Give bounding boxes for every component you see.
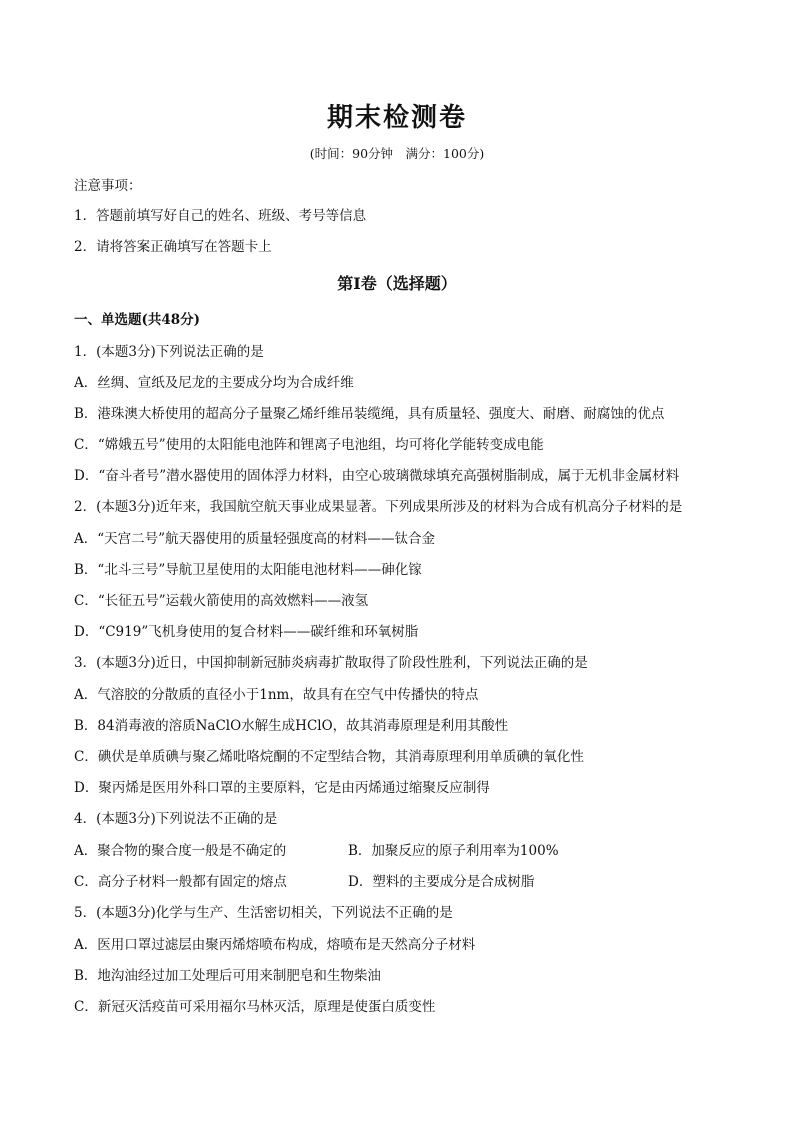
exam-time-score: (时间：90分钟 满分：100分) xyxy=(309,146,485,161)
question-option-row xyxy=(74,871,754,893)
question-option: B．“北斗三号”导航卫星使用的太阳能电池材料——砷化镓 xyxy=(74,562,422,578)
question-option: B．地沟油经过加工处理后可用来制肥皂和生物柴油 xyxy=(74,968,381,984)
question-option: A．聚合物的聚合度一般是不确定的 xyxy=(74,843,287,859)
question-option-row xyxy=(74,840,754,862)
question-stem: 4．(本题3分)下列说法不正确的是 xyxy=(74,811,278,827)
question-stem: 3．(本题3分)近日，中国抑制新冠肺炎病毒扩散取得了阶段性胜利，下列说法正确的是 xyxy=(74,655,588,671)
question-option: C．新冠灭活疫苗可采用福尔马林灭活，原理是使蛋白质变性 xyxy=(74,999,436,1015)
note-item: 1．答题前填写好自己的姓名、班级、考号等信息 xyxy=(74,208,367,224)
question-stem: 1．(本题3分)下列说法正确的是 xyxy=(74,344,264,360)
question-option: B．84消毒液的溶质NaClO水解生成HClO，故其消毒原理是利用其酸性 xyxy=(74,718,509,734)
question-option: D．塑料的主要成分是合成树脂 xyxy=(348,874,535,890)
question-option: C．高分子材料一般都有固定的熔点 xyxy=(74,874,287,890)
question-option: A．气溶胶的分散质的直径小于1nm，故具有在空气中传播快的特点 xyxy=(74,687,479,703)
question-option: D．“C919”飞机身使用的复合材料——碳纤维和环氧树脂 xyxy=(74,624,419,640)
question-option: C．“嫦娥五号”使用的太阳能电池阵和锂离子电池组，均可将化学能转变成电能 xyxy=(74,437,544,453)
question-stem: 2．(本题3分)近年来，我国航空航天事业成果显著。下列成果所涉及的材料为合成有机高分子材料的是 xyxy=(74,499,683,515)
notes-label: 注意事项： xyxy=(74,178,142,194)
question-option: A．“天宫二号”航天器使用的质量轻强度高的材料——钛合金 xyxy=(74,531,436,547)
question-option: A．医用口罩过滤层由聚丙烯熔喷布构成，熔喷布是天然高分子材料 xyxy=(74,937,476,953)
question-option: C．“长征五号”运载火箭使用的高效燃料——液氢 xyxy=(74,593,369,609)
question-option: A．丝绸、宣纸及尼龙的主要成分均为合成纤维 xyxy=(74,375,354,391)
question-option: B．加聚反应的原子利用率为100% xyxy=(348,843,559,859)
question-option: C．碘伏是单质碘与聚乙烯吡咯烷酮的不定型结合物，其消毒原理利用单质碘的氧化性 xyxy=(74,749,584,765)
page-title: 期末检测卷 xyxy=(326,103,467,133)
section-title: 第Ⅰ卷（选择题） xyxy=(337,274,457,293)
question-option: B．港珠澳大桥使用的超高分子量聚乙烯纤维吊装缆绳，具有质量轻、强度大、耐磨、耐腐蚀的优点 xyxy=(74,406,665,422)
question-option: D．“奋斗者号”潜水器使用的固体浮力材料，由空心玻璃微球填充高强树脂制成，属于无机非金属材料 xyxy=(74,468,680,484)
question-stem: 5．(本题3分)化学与生产、生活密切相关，下列说法不正确的是 xyxy=(74,905,453,921)
part-heading: 一、单选题(共48分) xyxy=(74,312,201,328)
question-option: D．聚丙烯是医用外科口罩的主要原料，它是由丙烯通过缩聚反应制得 xyxy=(74,780,490,796)
note-item: 2．请将答案正确填写在答题卡上 xyxy=(74,239,272,255)
